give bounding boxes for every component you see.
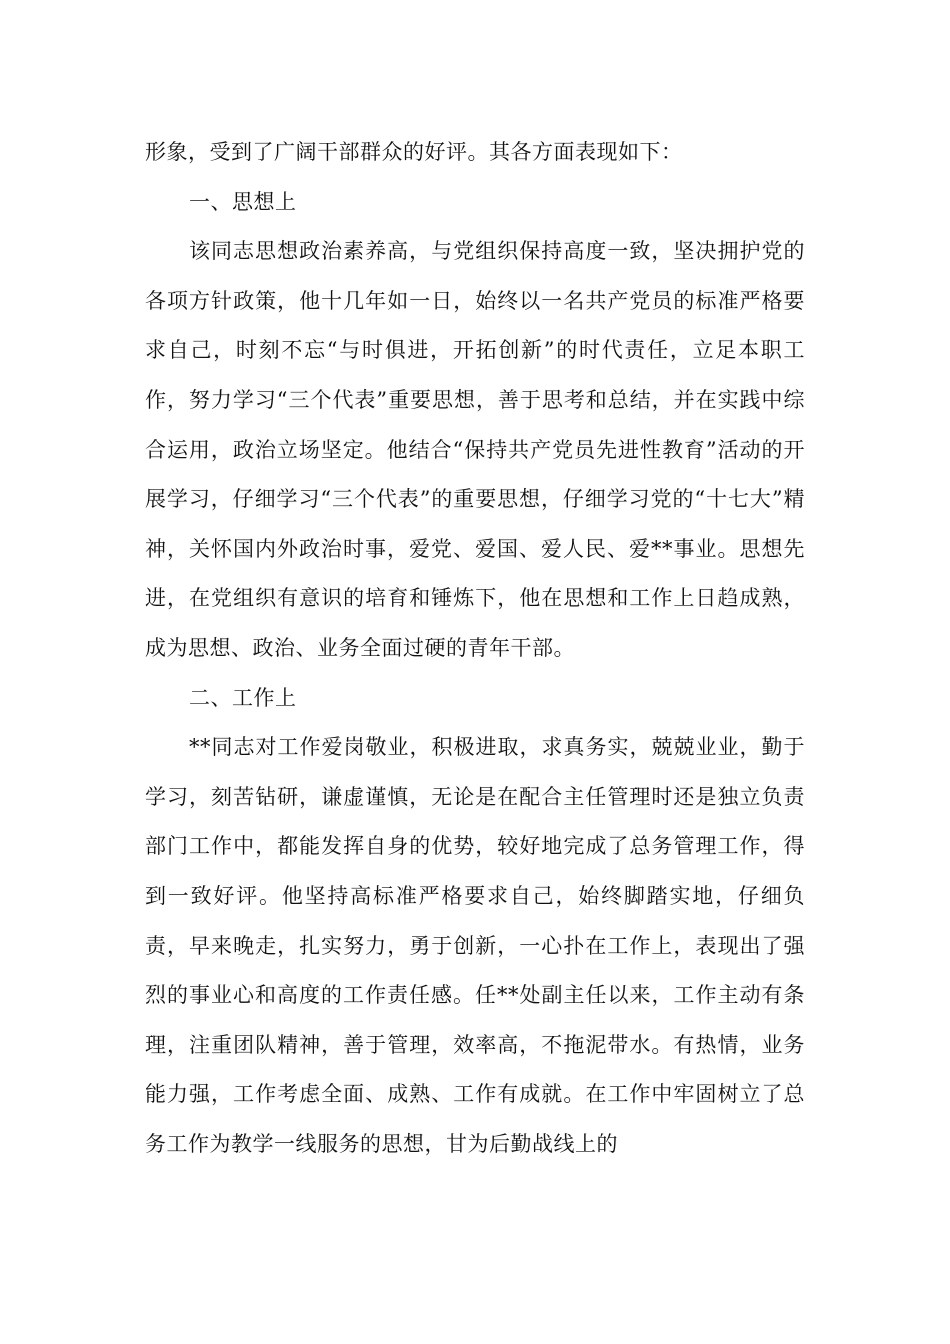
section-heading-thought: 一、思想上 xyxy=(189,189,297,214)
document-body xyxy=(145,128,805,1169)
paragraph-intro-continuation: 形象，受到了广阔干部群众的好评。其各方面表现如下： xyxy=(145,140,683,164)
section-heading-work: 二、工作上 xyxy=(189,685,297,710)
paragraph-thought: 该同志思想政治素养高，与党组织保持高度一致，坚决拥护党的各项方针政策，他十几年如一日，始终以一名共产党员的标准严格要求自己，时刻不忘“与时俱进，开拓创新”的时代责任，立足本职工作，努力学习“三个代表”重要思想，善于思考和总结，并在实践中综合运用，政治立场坚定。他结合“保持共产党员先进性教育”活动的开展学习，仔细学习“三个代表”的重要思想，仔细学习党的“十七大”精神，关怀国内外政治时事，爱党、爱国、爱人民、爱**事业。思想先进，在党组织有意识的培育和锤炼下，他在思想和工作上日趋成熟，成为思想、政治、业务全面过硬的青年干部。 xyxy=(145,239,805,660)
paragraph-work: **同志对工作爱岗敬业，积极进取，求真务实，兢兢业业，勤于学习，刻苦钻研，谦虚谨慎，无论是在配合主任管理时还是独立负责部门工作中，都能发挥自身的优势，较好地完成了总务管理工作，得到一致好评。他坚持高标准严格要求自己，始终脚踏实地，仔细负责，早来晚走，扎实努力，勇于创新，一心扑在工作上，表现出了强烈的事业心和高度的工作责任感。任**处副主任以来，工作主动有条理，注重团队精神，善于管理，效率高，不拖泥带水。有热情，业务能力强，工作考虑全面、成熟、工作有成就。在工作中牢固树立了总务工作为教学一线服务的思想，甘为后勤战线上的 xyxy=(145,735,805,1156)
